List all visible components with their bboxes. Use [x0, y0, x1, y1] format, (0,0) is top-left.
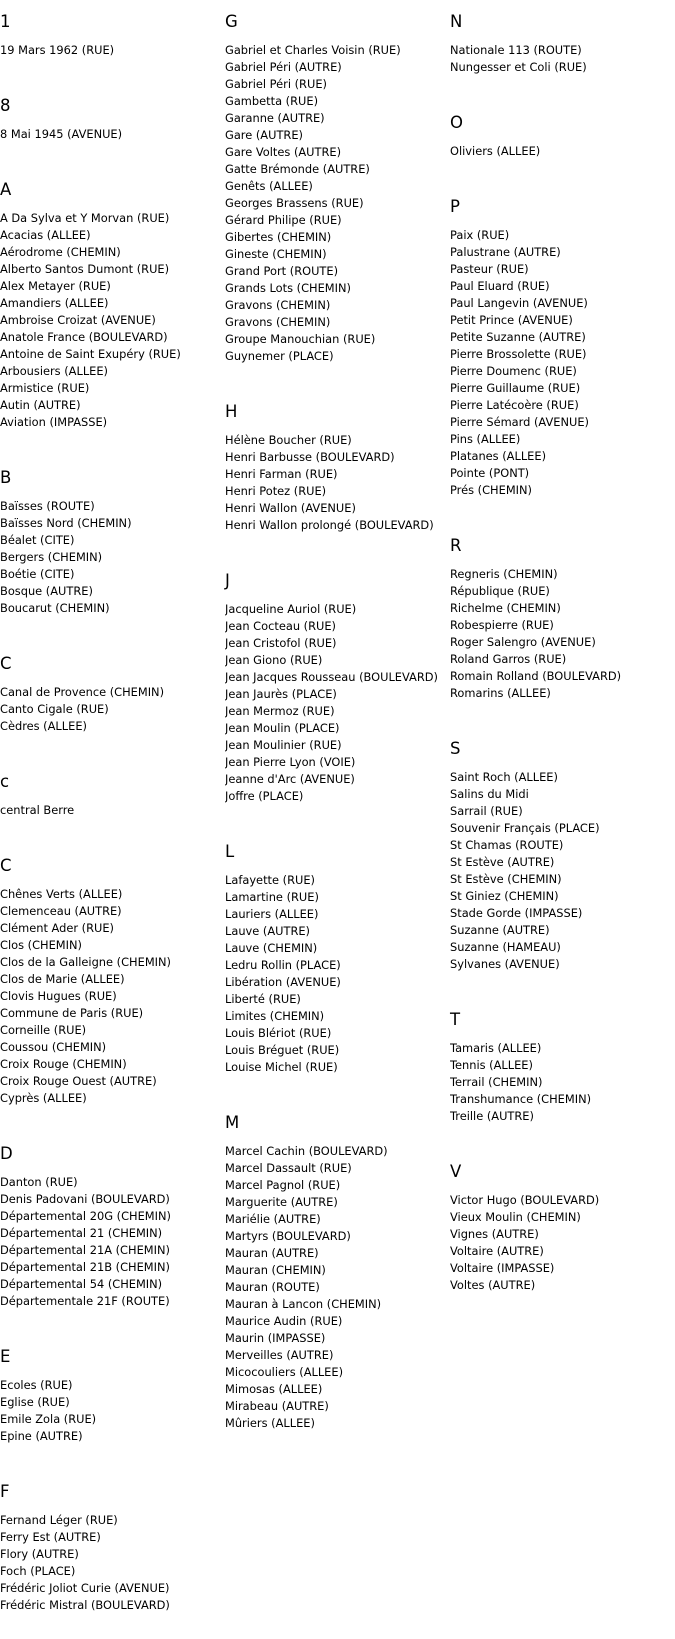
- street-name: Gatte Brémonde (AUTRE): [225, 162, 370, 176]
- street-name: Victor Hugo (BOULEVARD): [450, 1193, 600, 1207]
- street-name: Tennis (ALLEE): [450, 1058, 533, 1072]
- section-letter-heading: D: [0, 1144, 13, 1163]
- street-name: Jean Cristofol (RUE): [225, 636, 337, 650]
- street-name: Emile Zola (RUE): [0, 1412, 97, 1426]
- street-name: Pointe (PONT): [450, 466, 530, 480]
- section-letter-heading: R: [450, 536, 462, 555]
- street-name: Jean Moulin (PLACE): [225, 721, 340, 735]
- street-name: Danton (RUE): [0, 1175, 78, 1189]
- street-list: [0, 42, 225, 59]
- street-name: Roland Garros (RUE): [450, 652, 567, 666]
- street-name: Mirabeau (AUTRE): [225, 1399, 329, 1413]
- street-list: [450, 227, 675, 499]
- street-name: Jean Cocteau (RUE): [225, 619, 337, 633]
- street-name: Jean Moulinier (RUE): [225, 738, 342, 752]
- street-name: République (RUE): [450, 584, 550, 598]
- street-name: Corneille (RUE): [0, 1023, 87, 1037]
- street-name: Merveilles (AUTRE): [225, 1348, 334, 1362]
- letter-section: [0, 654, 225, 760]
- street-name: Gérard Philipe (RUE): [225, 213, 342, 227]
- street-list: [225, 872, 450, 1076]
- street-name: Acacias (ALLEE): [0, 228, 91, 242]
- street-name: Bosque (AUTRE): [0, 584, 93, 598]
- street-name: Denis Padovani (BOULEVARD): [0, 1192, 170, 1206]
- street-name: Amandiers (ALLEE): [0, 296, 109, 310]
- street-name: Vignes (AUTRE): [450, 1227, 539, 1241]
- street-name: Epine (AUTRE): [0, 1429, 83, 1443]
- street-name: Eglise (RUE): [0, 1395, 70, 1409]
- street-name: Pasteur (RUE): [450, 262, 529, 276]
- letter-section: [0, 772, 225, 844]
- street-name: Garanne (AUTRE): [225, 111, 325, 125]
- street-name: Cèdres (ALLEE): [0, 719, 87, 733]
- street-name: Boucarut (CHEMIN): [0, 601, 110, 615]
- street-name: Jean Jaurès (PLACE): [225, 687, 337, 701]
- street-name: Commune de Paris (RUE): [0, 1006, 144, 1020]
- street-index-column-2: [225, 0, 450, 1457]
- street-name: Pins (ALLEE): [450, 432, 521, 446]
- street-name: Béalet (CITE): [0, 533, 75, 547]
- section-letter-heading: 1: [0, 12, 11, 31]
- street-name: Clos (CHEMIN): [0, 938, 82, 952]
- street-name: central Berre: [0, 803, 75, 817]
- street-list: [450, 769, 675, 973]
- street-name: Roger Salengro (AVENUE): [450, 635, 596, 649]
- street-name: Genêts (ALLEE): [225, 179, 313, 193]
- street-name: Clément Ader (RUE): [0, 921, 115, 935]
- street-name: Henri Potez (RUE): [225, 484, 327, 498]
- street-name: Sylvanes (AVENUE): [450, 957, 560, 971]
- street-name: Maurice Audin (RUE): [225, 1314, 343, 1328]
- street-name: Ecoles (RUE): [0, 1378, 73, 1392]
- street-list: [450, 143, 675, 160]
- street-name: Anatole France (BOULEVARD): [0, 330, 168, 344]
- street-name: Gare (AUTRE): [225, 128, 303, 142]
- street-name: Petite Suzanne (AUTRE): [450, 330, 586, 344]
- street-name: Voltes (AUTRE): [450, 1278, 536, 1292]
- street-name: Départemental 54 (CHEMIN): [0, 1277, 163, 1291]
- street-name: Georges Brassens (RUE): [225, 196, 364, 210]
- street-name: Lauve (AUTRE): [225, 924, 311, 938]
- street-name: Jean Giono (RUE): [225, 653, 323, 667]
- street-name: Louise Michel (RUE): [225, 1060, 338, 1074]
- street-name: Grands Lots (CHEMIN): [225, 281, 351, 295]
- street-name: Marcel Pagnol (RUE): [225, 1178, 341, 1192]
- street-name: Pierre Doumenc (RUE): [450, 364, 577, 378]
- street-list: [450, 42, 675, 76]
- street-list: [0, 210, 225, 431]
- street-name: Romarins (ALLEE): [450, 686, 551, 700]
- street-name: Groupe Manouchian (RUE): [225, 332, 376, 346]
- street-list: [225, 432, 450, 534]
- letter-section: [0, 1347, 225, 1470]
- street-name: Paul Langevin (AVENUE): [450, 296, 588, 310]
- street-name: Grand Port (ROUTE): [225, 264, 339, 278]
- street-name: Clovis Hugues (RUE): [0, 989, 117, 1003]
- section-letter-heading: N: [450, 12, 463, 31]
- street-list: [0, 126, 225, 143]
- street-name: Arbousiers (ALLEE): [0, 364, 109, 378]
- street-name: Baïsses (ROUTE): [0, 499, 95, 513]
- street-name: Cyprès (ALLEE): [0, 1091, 87, 1105]
- street-name: Micocouliers (ALLEE): [225, 1365, 344, 1379]
- letter-section: [450, 12, 675, 101]
- street-name: Gibertes (CHEMIN): [225, 230, 332, 244]
- street-name: 8 Mai 1945 (AVENUE): [0, 127, 123, 141]
- street-name: Gambetta (RUE): [225, 94, 319, 108]
- street-name: Liberté (RUE): [225, 992, 301, 1006]
- section-letter-heading: C: [0, 856, 12, 875]
- street-name: Petit Prince (AVENUE): [450, 313, 573, 327]
- street-name: Clos de Marie (ALLEE): [0, 972, 125, 986]
- section-letter-heading: P: [450, 197, 460, 216]
- section-letter-heading: A: [0, 180, 12, 199]
- street-name: Stade Gorde (IMPASSE): [450, 906, 583, 920]
- street-name: Guynemer (PLACE): [225, 349, 334, 363]
- street-name: Paix (RUE): [450, 228, 510, 242]
- street-name: Marcel Dassault (RUE): [225, 1161, 352, 1175]
- section-letter-heading: c: [0, 772, 10, 791]
- street-list: [225, 601, 450, 805]
- section-letter-heading: C: [0, 654, 12, 673]
- street-list: [0, 1174, 225, 1310]
- street-name: Prés (CHEMIN): [450, 483, 532, 497]
- section-letter-heading: S: [450, 739, 461, 758]
- street-name: Départemental 21A (CHEMIN): [0, 1243, 170, 1257]
- street-name: Alex Metayer (RUE): [0, 279, 111, 293]
- street-name: Richelme (CHEMIN): [450, 601, 561, 615]
- street-name: Salins du Midi: [450, 787, 529, 801]
- street-name: Libération (AVENUE): [225, 975, 341, 989]
- street-name: Fernand Léger (RUE): [0, 1513, 118, 1527]
- letter-section: [450, 113, 675, 185]
- letter-section: [225, 1113, 450, 1457]
- section-letter-heading: 8: [0, 96, 11, 115]
- section-letter-heading: H: [225, 402, 238, 421]
- street-list: [0, 684, 225, 735]
- street-name: Frédéric Joliot Curie (AVENUE): [0, 1581, 170, 1595]
- street-name: Armistice (RUE): [0, 381, 90, 395]
- letter-section: [225, 402, 450, 559]
- letter-section: [0, 180, 225, 456]
- section-letter-heading: O: [450, 113, 463, 132]
- street-list: [0, 498, 225, 617]
- street-name: St Chamas (ROUTE): [450, 838, 564, 852]
- street-name: Mauran (AUTRE): [225, 1246, 319, 1260]
- street-name: Mauran (CHEMIN): [225, 1263, 326, 1277]
- letter-section: [450, 1162, 675, 1319]
- street-name: Bergers (CHEMIN): [0, 550, 103, 564]
- street-name: Sarrail (RUE): [450, 804, 523, 818]
- street-name: Croix Rouge (CHEMIN): [0, 1057, 127, 1071]
- street-name: Jean Mermoz (RUE): [225, 704, 335, 718]
- street-name: Suzanne (AUTRE): [450, 923, 550, 937]
- letter-section: [225, 842, 450, 1101]
- section-letter-heading: T: [450, 1010, 461, 1029]
- street-name: Lafayette (RUE): [225, 873, 315, 887]
- letter-section: [0, 1144, 225, 1335]
- street-list: [450, 1192, 675, 1294]
- street-name: Frédéric Mistral (BOULEVARD): [0, 1598, 170, 1612]
- street-name: Jeanne d'Arc (AVENUE): [225, 772, 355, 786]
- street-name: Gabriel Péri (RUE): [225, 77, 327, 91]
- street-name: Clos de la Galleigne (CHEMIN): [0, 955, 171, 969]
- street-name: Ferry Est (AUTRE): [0, 1530, 101, 1544]
- street-name: Gabriel Péri (AUTRE): [225, 60, 342, 74]
- street-name: Pierre Sémard (AVENUE): [450, 415, 589, 429]
- street-name: Tamaris (ALLEE): [450, 1041, 542, 1055]
- street-name: Alberto Santos Dumont (RUE): [0, 262, 170, 276]
- letter-section: [225, 12, 450, 390]
- street-name: Terrail (CHEMIN): [450, 1075, 543, 1089]
- street-list: [0, 886, 225, 1107]
- letter-section: [0, 1482, 225, 1639]
- section-letter-heading: V: [450, 1162, 462, 1181]
- street-name: Coussou (CHEMIN): [0, 1040, 107, 1054]
- street-name: Croix Rouge Ouest (AUTRE): [0, 1074, 157, 1088]
- street-name: Départemental 21 (CHEMIN): [0, 1226, 163, 1240]
- street-name: Gare Voltes (AUTRE): [225, 145, 342, 159]
- street-name: St Estève (CHEMIN): [450, 872, 562, 886]
- street-name: Pierre Latécoère (RUE): [450, 398, 579, 412]
- street-name: Mauran (ROUTE): [225, 1280, 320, 1294]
- street-name: A Da Sylva et Y Morvan (RUE): [0, 211, 170, 225]
- street-name: Martyrs (BOULEVARD): [225, 1229, 351, 1243]
- street-name: Départemental 21B (CHEMIN): [0, 1260, 170, 1274]
- street-name: Gravons (CHEMIN): [225, 298, 331, 312]
- street-name: Foch (PLACE): [0, 1564, 76, 1578]
- street-name: Pierre Brossolette (RUE): [450, 347, 587, 361]
- street-name: Ambroise Croizat (AVENUE): [0, 313, 156, 327]
- street-list: [450, 566, 675, 702]
- street-name: Treille (AUTRE): [450, 1109, 534, 1123]
- street-name: Jean Pierre Lyon (VOIE): [225, 755, 356, 769]
- street-name: 19 Mars 1962 (RUE): [0, 43, 115, 57]
- street-name: Mariélie (AUTRE): [225, 1212, 321, 1226]
- letter-section: [225, 571, 450, 830]
- street-name: Souvenir Français (PLACE): [450, 821, 600, 835]
- street-name: Lauve (CHEMIN): [225, 941, 318, 955]
- street-name: Canto Cigale (RUE): [0, 702, 109, 716]
- street-name: Départementale 21F (ROUTE): [0, 1294, 170, 1308]
- section-letter-heading: B: [0, 468, 12, 487]
- section-letter-heading: E: [0, 1347, 11, 1366]
- letter-section: [0, 12, 225, 84]
- street-name: Aviation (IMPASSE): [0, 415, 108, 429]
- street-index-column-3: [450, 0, 675, 1319]
- section-letter-heading: M: [225, 1113, 240, 1132]
- street-name: Voltaire (IMPASSE): [450, 1261, 555, 1275]
- section-letter-heading: J: [225, 571, 230, 590]
- letter-section: [450, 536, 675, 727]
- street-name: Suzanne (HAMEAU): [450, 940, 561, 954]
- street-name: Autin (AUTRE): [0, 398, 81, 412]
- street-name: Canal de Provence (CHEMIN): [0, 685, 165, 699]
- letter-section: [0, 856, 225, 1132]
- street-name: Robespierre (RUE): [450, 618, 554, 632]
- section-letter-heading: G: [225, 12, 238, 31]
- street-name: Départemental 20G (CHEMIN): [0, 1209, 171, 1223]
- street-name: Gabriel et Charles Voisin (RUE): [225, 43, 401, 57]
- section-letter-heading: L: [225, 842, 235, 861]
- street-name: Gravons (CHEMIN): [225, 315, 331, 329]
- street-name: Flory (AUTRE): [0, 1547, 79, 1561]
- street-name: Transhumance (CHEMIN): [450, 1092, 592, 1106]
- street-name: Clemenceau (AUTRE): [0, 904, 122, 918]
- letter-section: [450, 1010, 675, 1150]
- street-name: Limites (CHEMIN): [225, 1009, 325, 1023]
- street-list: [0, 802, 225, 819]
- street-name: Louis Bréguet (RUE): [225, 1043, 340, 1057]
- letter-section: [450, 197, 675, 524]
- street-name: Nungesser et Coli (RUE): [450, 60, 587, 74]
- street-name: Regneris (CHEMIN): [450, 567, 558, 581]
- street-name: Saint Roch (ALLEE): [450, 770, 558, 784]
- street-name: Gineste (CHEMIN): [225, 247, 327, 261]
- street-name: Romain Rolland (BOULEVARD): [450, 669, 622, 683]
- street-name: Marguerite (AUTRE): [225, 1195, 338, 1209]
- street-name: Mimosas (ALLEE): [225, 1382, 323, 1396]
- street-name: St Estève (AUTRE): [450, 855, 555, 869]
- street-name: Pierre Guillaume (RUE): [450, 381, 581, 395]
- street-name: Nationale 113 (ROUTE): [450, 43, 582, 57]
- street-name: Vieux Moulin (CHEMIN): [450, 1210, 581, 1224]
- letter-section: [0, 468, 225, 642]
- street-name: Jacqueline Auriol (RUE): [225, 602, 357, 616]
- street-list: [225, 42, 450, 365]
- street-name: Mûriers (ALLEE): [225, 1416, 315, 1430]
- street-name: Joffre (PLACE): [225, 789, 304, 803]
- street-name: Paul Eluard (RUE): [450, 279, 550, 293]
- street-name: Antoine de Saint Exupéry (RUE): [0, 347, 181, 361]
- street-name: St Giniez (CHEMIN): [450, 889, 559, 903]
- street-name: Aérodrome (CHEMIN): [0, 245, 121, 259]
- street-name: Platanes (ALLEE): [450, 449, 547, 463]
- street-name: Louis Blériot (RUE): [225, 1026, 332, 1040]
- letter-section: [0, 96, 225, 168]
- street-list: [450, 1040, 675, 1125]
- street-name: Marcel Cachin (BOULEVARD): [225, 1144, 388, 1158]
- street-name: Palustrane (AUTRE): [450, 245, 561, 259]
- street-name: Henri Wallon (AVENUE): [225, 501, 356, 515]
- street-list: [0, 1512, 225, 1614]
- street-name: Ledru Rollin (PLACE): [225, 958, 341, 972]
- street-name: Hélène Boucher (RUE): [225, 433, 352, 447]
- section-letter-heading: F: [0, 1482, 10, 1501]
- street-index-column-1: [0, 0, 225, 1639]
- street-name: Lauriers (ALLEE): [225, 907, 319, 921]
- street-name: Baïsses Nord (CHEMIN): [0, 516, 132, 530]
- street-name: Henri Wallon prolongé (BOULEVARD): [225, 518, 434, 532]
- letter-section: [450, 739, 675, 998]
- street-name: Boétie (CITE): [0, 567, 75, 581]
- street-name: Maurin (IMPASSE): [225, 1331, 326, 1345]
- street-list: [0, 1377, 225, 1445]
- street-name: Lamartine (RUE): [225, 890, 319, 904]
- street-name: Henri Farman (RUE): [225, 467, 338, 481]
- street-name: Mauran à Lancon (CHEMIN): [225, 1297, 382, 1311]
- street-name: Oliviers (ALLEE): [450, 144, 541, 158]
- street-name: Henri Barbusse (BOULEVARD): [225, 450, 395, 464]
- street-name: Chênes Verts (ALLEE): [0, 887, 123, 901]
- street-name: Voltaire (AUTRE): [450, 1244, 544, 1258]
- street-list: [225, 1143, 450, 1432]
- street-name: Jean Jacques Rousseau (BOULEVARD): [225, 670, 438, 684]
